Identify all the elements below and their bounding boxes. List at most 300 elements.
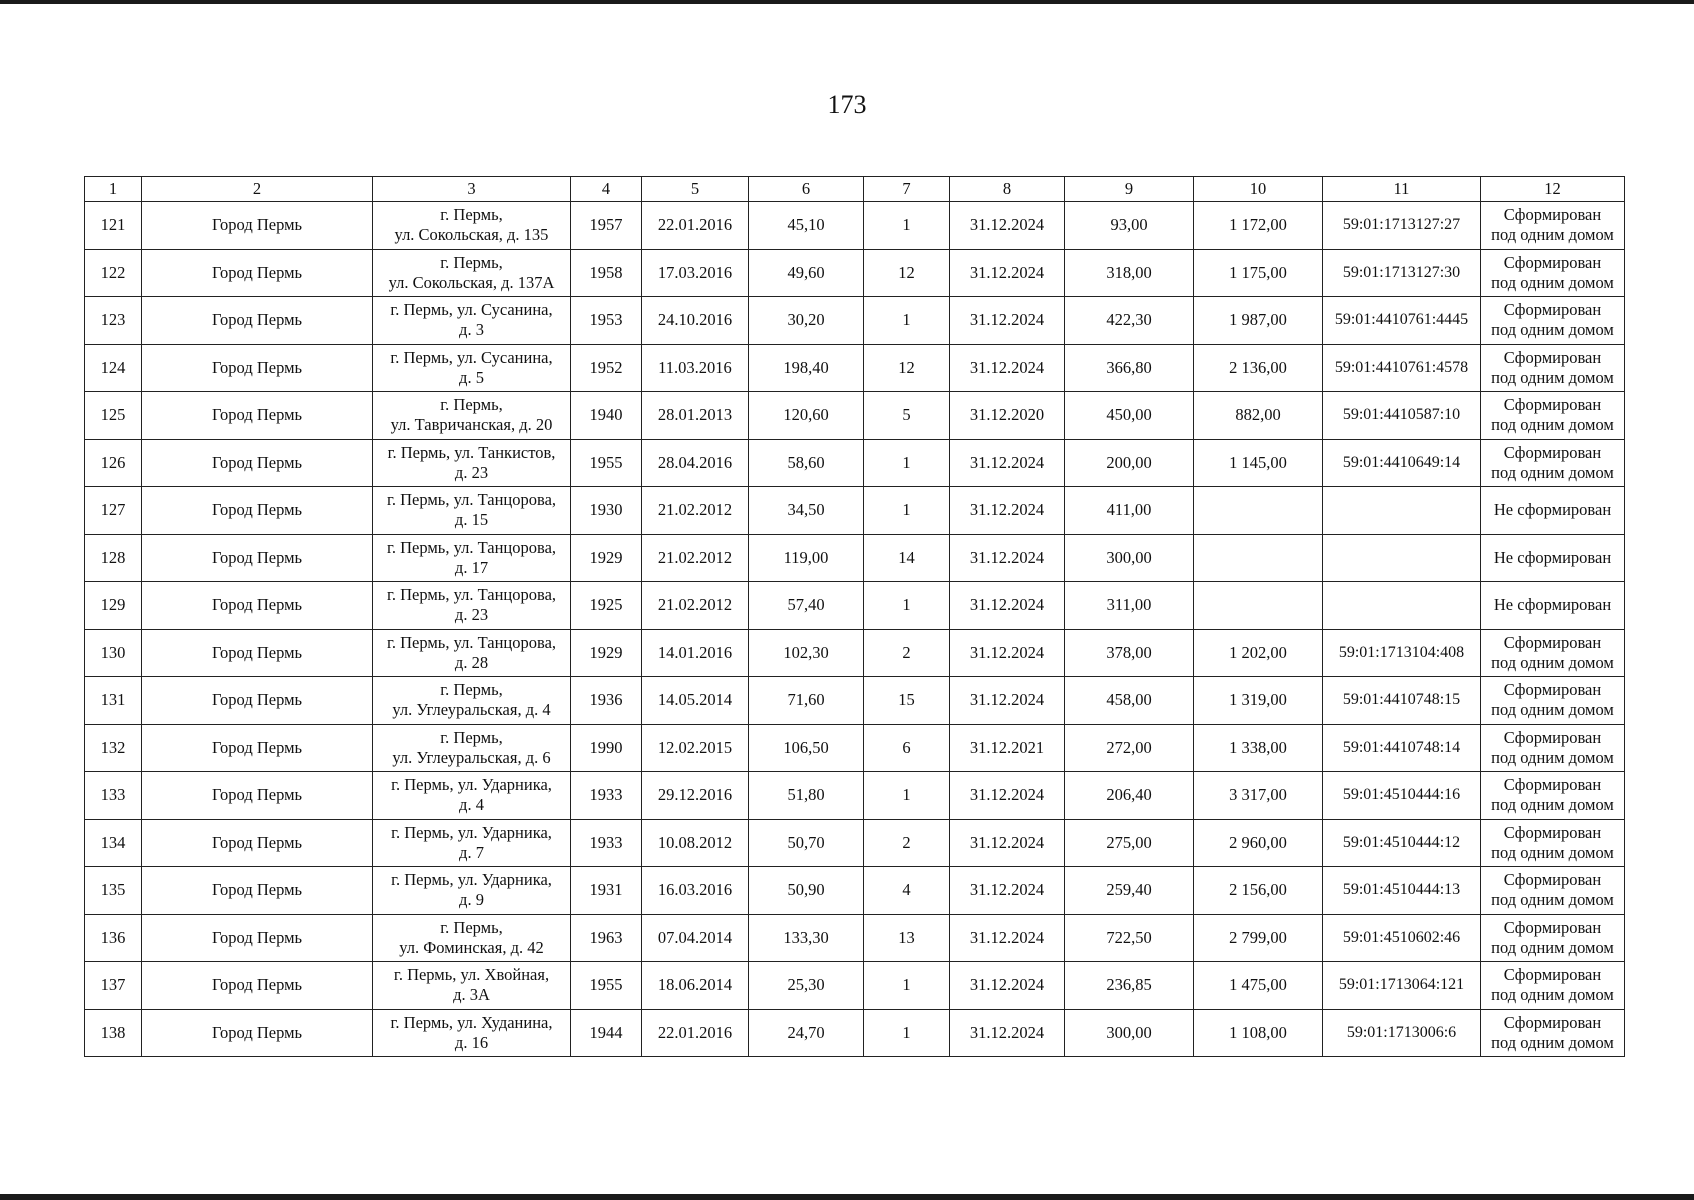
total-area-cell: 422,30 bbox=[1065, 297, 1194, 345]
deadline-cell: 31.12.2024 bbox=[950, 439, 1065, 487]
status-line: под одним домом bbox=[1491, 462, 1614, 482]
status-line: Не сформирован bbox=[1493, 547, 1612, 567]
total-area-cell: 722,50 bbox=[1065, 914, 1194, 962]
build-year-cell: 1990 bbox=[571, 724, 642, 772]
build-year-cell: 1933 bbox=[571, 772, 642, 820]
deadline-cell: 31.12.2024 bbox=[950, 867, 1065, 915]
deadline-cell: 31.12.2024 bbox=[950, 1009, 1065, 1057]
residents-count-cell: 4 bbox=[864, 867, 950, 915]
land-area-cell: 1 108,00 bbox=[1194, 1009, 1323, 1057]
residents-count-cell: 1 bbox=[864, 297, 950, 345]
land-area-cell: 3 317,00 bbox=[1194, 772, 1323, 820]
table-row bbox=[85, 487, 1625, 535]
land-area-cell: 882,00 bbox=[1194, 392, 1323, 440]
address-cell bbox=[373, 297, 571, 345]
recognition-date-cell: 22.01.2016 bbox=[642, 1009, 749, 1057]
recognition-date-cell: 21.02.2012 bbox=[642, 534, 749, 582]
land-area-cell: 1 319,00 bbox=[1194, 677, 1323, 725]
deadline-cell: 31.12.2024 bbox=[950, 487, 1065, 535]
residents-count-cell: 15 bbox=[864, 677, 950, 725]
land-area-cell bbox=[1194, 487, 1323, 535]
status-line: под одним домом bbox=[1491, 700, 1614, 720]
scan-border-top bbox=[0, 0, 1694, 4]
address-line: ул. Тавричанская, д. 20 bbox=[390, 415, 553, 435]
cadastral-number-cell: 59:01:4510444:13 bbox=[1323, 867, 1481, 915]
scan-border-bottom bbox=[0, 1194, 1694, 1200]
address-line: д. 28 bbox=[454, 652, 489, 672]
deadline-cell: 31.12.2020 bbox=[950, 392, 1065, 440]
address-line: д. 9 bbox=[459, 890, 484, 910]
build-year-cell: 1925 bbox=[571, 582, 642, 630]
address-line: г. Пермь, ул. Хвойная, bbox=[393, 965, 550, 985]
address-line: д. 15 bbox=[454, 510, 489, 530]
row-number-cell: 137 bbox=[85, 962, 142, 1010]
area-cell: 102,30 bbox=[749, 629, 864, 677]
address-line: г. Пермь, ул. Танцорова, bbox=[386, 537, 557, 557]
land-status-cell bbox=[1481, 344, 1625, 392]
recognition-date-cell: 16.03.2016 bbox=[642, 867, 749, 915]
total-area-cell: 366,80 bbox=[1065, 344, 1194, 392]
land-area-cell: 2 156,00 bbox=[1194, 867, 1323, 915]
status-line: Сформирован bbox=[1503, 727, 1602, 747]
cadastral-number-cell: 59:01:4410649:14 bbox=[1323, 439, 1481, 487]
status-line: под одним домом bbox=[1491, 795, 1614, 815]
address-cell bbox=[373, 202, 571, 250]
status-line: Сформирован bbox=[1503, 632, 1602, 652]
address-cell bbox=[373, 534, 571, 582]
row-number-cell: 132 bbox=[85, 724, 142, 772]
row-number-cell: 130 bbox=[85, 629, 142, 677]
area-cell: 50,90 bbox=[749, 867, 864, 915]
land-status-cell bbox=[1481, 772, 1625, 820]
residents-count-cell: 12 bbox=[864, 344, 950, 392]
housing-register-table bbox=[84, 176, 1625, 1057]
cadastral-number-cell: 59:01:1713127:30 bbox=[1323, 249, 1481, 297]
area-cell: 24,70 bbox=[749, 1009, 864, 1057]
address-line: д. 7 bbox=[459, 842, 484, 862]
total-area-cell: 378,00 bbox=[1065, 629, 1194, 677]
row-number-cell: 121 bbox=[85, 202, 142, 250]
residents-count-cell: 1 bbox=[864, 582, 950, 630]
cadastral-number-cell bbox=[1323, 534, 1481, 582]
row-number-cell: 127 bbox=[85, 487, 142, 535]
address-cell bbox=[373, 819, 571, 867]
residents-count-cell: 13 bbox=[864, 914, 950, 962]
recognition-date-cell: 28.04.2016 bbox=[642, 439, 749, 487]
total-area-cell: 259,40 bbox=[1065, 867, 1194, 915]
residents-count-cell: 12 bbox=[864, 249, 950, 297]
land-area-cell: 2 960,00 bbox=[1194, 819, 1323, 867]
residents-count-cell: 1 bbox=[864, 1009, 950, 1057]
row-number-cell: 135 bbox=[85, 867, 142, 915]
row-number-cell: 125 bbox=[85, 392, 142, 440]
area-cell: 133,30 bbox=[749, 914, 864, 962]
address-cell bbox=[373, 677, 571, 725]
address-cell bbox=[373, 772, 571, 820]
status-line: под одним домом bbox=[1491, 320, 1614, 340]
address-cell bbox=[373, 249, 571, 297]
deadline-cell: 31.12.2024 bbox=[950, 629, 1065, 677]
address-cell bbox=[373, 582, 571, 630]
total-area-cell: 300,00 bbox=[1065, 534, 1194, 582]
land-status-cell bbox=[1481, 392, 1625, 440]
deadline-cell: 31.12.2024 bbox=[950, 962, 1065, 1010]
total-area-cell: 411,00 bbox=[1065, 487, 1194, 535]
total-area-cell: 275,00 bbox=[1065, 819, 1194, 867]
column-header-3: 3 bbox=[373, 177, 571, 202]
residents-count-cell: 2 bbox=[864, 629, 950, 677]
build-year-cell: 1957 bbox=[571, 202, 642, 250]
row-number-cell: 133 bbox=[85, 772, 142, 820]
recognition-date-cell: 24.10.2016 bbox=[642, 297, 749, 345]
build-year-cell: 1955 bbox=[571, 439, 642, 487]
total-area-cell: 206,40 bbox=[1065, 772, 1194, 820]
table-body bbox=[85, 202, 1625, 1057]
build-year-cell: 1936 bbox=[571, 677, 642, 725]
address-line: г. Пермь, ул. Танцорова, bbox=[386, 490, 557, 510]
land-area-cell bbox=[1194, 534, 1323, 582]
land-area-cell: 1 172,00 bbox=[1194, 202, 1323, 250]
table-row bbox=[85, 962, 1625, 1010]
municipality-cell: Город Пермь bbox=[142, 629, 373, 677]
cadastral-number-cell: 59:01:4510444:12 bbox=[1323, 819, 1481, 867]
address-cell bbox=[373, 962, 571, 1010]
build-year-cell: 1930 bbox=[571, 487, 642, 535]
municipality-cell: Город Пермь bbox=[142, 487, 373, 535]
land-status-cell bbox=[1481, 1009, 1625, 1057]
status-line: Сформирован bbox=[1503, 917, 1602, 937]
land-area-cell: 1 475,00 bbox=[1194, 962, 1323, 1010]
address-cell bbox=[373, 914, 571, 962]
address-line: д. 3А bbox=[453, 985, 490, 1005]
address-line: ул. Сокольская, д. 135 bbox=[394, 225, 549, 245]
land-status-cell bbox=[1481, 534, 1625, 582]
land-area-cell: 1 987,00 bbox=[1194, 297, 1323, 345]
status-line: под одним домом bbox=[1491, 367, 1614, 387]
land-status-cell bbox=[1481, 677, 1625, 725]
page-number: 173 bbox=[827, 90, 867, 119]
land-status-cell bbox=[1481, 819, 1625, 867]
build-year-cell: 1944 bbox=[571, 1009, 642, 1057]
deadline-cell: 31.12.2024 bbox=[950, 249, 1065, 297]
address-line: д. 5 bbox=[459, 367, 484, 387]
land-area-cell: 1 202,00 bbox=[1194, 629, 1323, 677]
residents-count-cell: 1 bbox=[864, 202, 950, 250]
cadastral-number-cell: 59:01:1713064:121 bbox=[1323, 962, 1481, 1010]
column-header-4: 4 bbox=[571, 177, 642, 202]
status-line: Сформирован bbox=[1503, 395, 1602, 415]
cadastral-number-cell: 59:01:4410761:4578 bbox=[1323, 344, 1481, 392]
deadline-cell: 31.12.2024 bbox=[950, 534, 1065, 582]
municipality-cell: Город Пермь bbox=[142, 772, 373, 820]
table-row bbox=[85, 1009, 1625, 1057]
cadastral-number-cell: 59:01:1713127:27 bbox=[1323, 202, 1481, 250]
recognition-date-cell: 21.02.2012 bbox=[642, 487, 749, 535]
address-line: г. Пермь, ул. Худанина, bbox=[390, 1012, 553, 1032]
status-line: Сформирован bbox=[1503, 870, 1602, 890]
recognition-date-cell: 11.03.2016 bbox=[642, 344, 749, 392]
table-row bbox=[85, 344, 1625, 392]
table-row bbox=[85, 914, 1625, 962]
row-number-cell: 128 bbox=[85, 534, 142, 582]
area-cell: 57,40 bbox=[749, 582, 864, 630]
deadline-cell: 31.12.2024 bbox=[950, 819, 1065, 867]
status-line: под одним домом bbox=[1491, 1032, 1614, 1052]
status-line: Не сформирован bbox=[1493, 500, 1612, 520]
address-line: г. Пермь, ул. Сусанина, bbox=[390, 300, 553, 320]
recognition-date-cell: 14.05.2014 bbox=[642, 677, 749, 725]
column-header-8: 8 bbox=[950, 177, 1065, 202]
total-area-cell: 93,00 bbox=[1065, 202, 1194, 250]
status-line: под одним домом bbox=[1491, 890, 1614, 910]
residents-count-cell: 1 bbox=[864, 962, 950, 1010]
residents-count-cell: 1 bbox=[864, 439, 950, 487]
address-line: д. 16 bbox=[454, 1032, 489, 1052]
build-year-cell: 1953 bbox=[571, 297, 642, 345]
land-status-cell bbox=[1481, 867, 1625, 915]
recognition-date-cell: 21.02.2012 bbox=[642, 582, 749, 630]
municipality-cell: Город Пермь bbox=[142, 249, 373, 297]
row-number-cell: 136 bbox=[85, 914, 142, 962]
cadastral-number-cell bbox=[1323, 582, 1481, 630]
municipality-cell: Город Пермь bbox=[142, 962, 373, 1010]
recognition-date-cell: 12.02.2015 bbox=[642, 724, 749, 772]
residents-count-cell: 1 bbox=[864, 487, 950, 535]
address-line: д. 17 bbox=[454, 557, 489, 577]
recognition-date-cell: 22.01.2016 bbox=[642, 202, 749, 250]
row-number-cell: 123 bbox=[85, 297, 142, 345]
table-row bbox=[85, 534, 1625, 582]
address-line: г. Пермь, ул. Танцорова, bbox=[386, 632, 557, 652]
municipality-cell: Город Пермь bbox=[142, 724, 373, 772]
cadastral-number-cell: 59:01:1713104:408 bbox=[1323, 629, 1481, 677]
row-number-cell: 124 bbox=[85, 344, 142, 392]
build-year-cell: 1940 bbox=[571, 392, 642, 440]
address-cell bbox=[373, 392, 571, 440]
table-row bbox=[85, 249, 1625, 297]
address-line: ул. Сокольская, д. 137А bbox=[388, 272, 555, 292]
land-status-cell bbox=[1481, 487, 1625, 535]
cadastral-number-cell: 59:01:4510602:46 bbox=[1323, 914, 1481, 962]
row-number-cell: 131 bbox=[85, 677, 142, 725]
total-area-cell: 450,00 bbox=[1065, 392, 1194, 440]
area-cell: 45,10 bbox=[749, 202, 864, 250]
address-line: ул. Углеуральская, д. 4 bbox=[392, 700, 551, 720]
address-line: д. 4 bbox=[459, 795, 484, 815]
municipality-cell: Город Пермь bbox=[142, 677, 373, 725]
cadastral-number-cell: 59:01:4410587:10 bbox=[1323, 392, 1481, 440]
municipality-cell: Город Пермь bbox=[142, 392, 373, 440]
land-area-cell bbox=[1194, 582, 1323, 630]
area-cell: 71,60 bbox=[749, 677, 864, 725]
address-line: г. Пермь, ул. Танкистов, bbox=[387, 442, 556, 462]
recognition-date-cell: 10.08.2012 bbox=[642, 819, 749, 867]
table-row bbox=[85, 677, 1625, 725]
area-cell: 49,60 bbox=[749, 249, 864, 297]
area-cell: 198,40 bbox=[749, 344, 864, 392]
address-cell bbox=[373, 1009, 571, 1057]
land-status-cell bbox=[1481, 914, 1625, 962]
cadastral-number-cell bbox=[1323, 487, 1481, 535]
build-year-cell: 1933 bbox=[571, 819, 642, 867]
recognition-date-cell: 18.06.2014 bbox=[642, 962, 749, 1010]
table-row bbox=[85, 629, 1625, 677]
address-line: г. Пермь, bbox=[440, 395, 503, 415]
table-row bbox=[85, 392, 1625, 440]
municipality-cell: Город Пермь bbox=[142, 819, 373, 867]
total-area-cell: 200,00 bbox=[1065, 439, 1194, 487]
deadline-cell: 31.12.2024 bbox=[950, 582, 1065, 630]
address-line: ул. Фоминская, д. 42 bbox=[399, 937, 544, 957]
cadastral-number-cell: 59:01:4410748:15 bbox=[1323, 677, 1481, 725]
status-line: под одним домом bbox=[1491, 842, 1614, 862]
row-number-cell: 122 bbox=[85, 249, 142, 297]
status-line: Сформирован bbox=[1503, 822, 1602, 842]
table-row bbox=[85, 724, 1625, 772]
table-row bbox=[85, 202, 1625, 250]
cadastral-number-cell: 59:01:4410748:14 bbox=[1323, 724, 1481, 772]
cadastral-number-cell: 59:01:4410761:4445 bbox=[1323, 297, 1481, 345]
recognition-date-cell: 29.12.2016 bbox=[642, 772, 749, 820]
row-number-cell: 129 bbox=[85, 582, 142, 630]
deadline-cell: 31.12.2024 bbox=[950, 772, 1065, 820]
area-cell: 106,50 bbox=[749, 724, 864, 772]
municipality-cell: Город Пермь bbox=[142, 1009, 373, 1057]
address-line: д. 23 bbox=[454, 605, 489, 625]
deadline-cell: 31.12.2024 bbox=[950, 297, 1065, 345]
address-line: г. Пермь, bbox=[440, 680, 503, 700]
address-line: г. Пермь, ул. Ударника, bbox=[391, 870, 552, 890]
table-row bbox=[85, 772, 1625, 820]
cadastral-number-cell: 59:01:1713006:6 bbox=[1323, 1009, 1481, 1057]
address-line: г. Пермь, ул. Танцорова, bbox=[386, 585, 557, 605]
area-cell: 120,60 bbox=[749, 392, 864, 440]
municipality-cell: Город Пермь bbox=[142, 297, 373, 345]
address-line: д. 23 bbox=[454, 462, 489, 482]
area-cell: 34,50 bbox=[749, 487, 864, 535]
residents-count-cell: 1 bbox=[864, 772, 950, 820]
status-line: под одним домом bbox=[1491, 985, 1614, 1005]
land-status-cell bbox=[1481, 297, 1625, 345]
build-year-cell: 1958 bbox=[571, 249, 642, 297]
municipality-cell: Город Пермь bbox=[142, 534, 373, 582]
municipality-cell: Город Пермь bbox=[142, 582, 373, 630]
land-status-cell bbox=[1481, 724, 1625, 772]
recognition-date-cell: 07.04.2014 bbox=[642, 914, 749, 962]
row-number-cell: 138 bbox=[85, 1009, 142, 1057]
area-cell: 119,00 bbox=[749, 534, 864, 582]
address-line: г. Пермь, bbox=[440, 252, 503, 272]
address-line: г. Пермь, ул. Сусанина, bbox=[390, 347, 553, 367]
deadline-cell: 31.12.2024 bbox=[950, 914, 1065, 962]
land-area-cell: 2 799,00 bbox=[1194, 914, 1323, 962]
column-header-7: 7 bbox=[864, 177, 950, 202]
status-line: Сформирован bbox=[1503, 300, 1602, 320]
column-header-6: 6 bbox=[749, 177, 864, 202]
status-line: под одним домом bbox=[1491, 415, 1614, 435]
address-line: г. Пермь, bbox=[440, 917, 503, 937]
address-cell bbox=[373, 724, 571, 772]
column-header-11: 11 bbox=[1323, 177, 1481, 202]
column-header-10: 10 bbox=[1194, 177, 1323, 202]
build-year-cell: 1929 bbox=[571, 629, 642, 677]
column-header-12: 12 bbox=[1481, 177, 1625, 202]
land-status-cell bbox=[1481, 249, 1625, 297]
header-row bbox=[85, 177, 1625, 202]
build-year-cell: 1955 bbox=[571, 962, 642, 1010]
status-line: под одним домом bbox=[1491, 747, 1614, 767]
column-header-2: 2 bbox=[142, 177, 373, 202]
land-area-cell: 1 338,00 bbox=[1194, 724, 1323, 772]
table-row bbox=[85, 439, 1625, 487]
address-line: г. Пермь, bbox=[440, 727, 503, 747]
column-header-5: 5 bbox=[642, 177, 749, 202]
total-area-cell: 236,85 bbox=[1065, 962, 1194, 1010]
land-status-cell bbox=[1481, 629, 1625, 677]
build-year-cell: 1963 bbox=[571, 914, 642, 962]
area-cell: 30,20 bbox=[749, 297, 864, 345]
column-header-9: 9 bbox=[1065, 177, 1194, 202]
status-line: Сформирован bbox=[1503, 252, 1602, 272]
status-line: под одним домом bbox=[1491, 225, 1614, 245]
area-cell: 50,70 bbox=[749, 819, 864, 867]
status-line: Сформирован bbox=[1503, 680, 1602, 700]
land-status-cell bbox=[1481, 962, 1625, 1010]
status-line: под одним домом bbox=[1491, 937, 1614, 957]
total-area-cell: 272,00 bbox=[1065, 724, 1194, 772]
address-cell bbox=[373, 344, 571, 392]
status-line: Сформирован bbox=[1503, 205, 1602, 225]
cadastral-number-cell: 59:01:4510444:16 bbox=[1323, 772, 1481, 820]
total-area-cell: 311,00 bbox=[1065, 582, 1194, 630]
municipality-cell: Город Пермь bbox=[142, 914, 373, 962]
municipality-cell: Город Пермь bbox=[142, 867, 373, 915]
table-row bbox=[85, 582, 1625, 630]
area-cell: 51,80 bbox=[749, 772, 864, 820]
address-cell bbox=[373, 867, 571, 915]
total-area-cell: 300,00 bbox=[1065, 1009, 1194, 1057]
address-line: г. Пермь, bbox=[440, 205, 503, 225]
area-cell: 58,60 bbox=[749, 439, 864, 487]
land-area-cell: 1 175,00 bbox=[1194, 249, 1323, 297]
table-row bbox=[85, 297, 1625, 345]
deadline-cell: 31.12.2021 bbox=[950, 724, 1065, 772]
recognition-date-cell: 28.01.2013 bbox=[642, 392, 749, 440]
address-line: г. Пермь, ул. Ударника, bbox=[391, 775, 552, 795]
status-line: Сформирован bbox=[1503, 965, 1602, 985]
residents-count-cell: 6 bbox=[864, 724, 950, 772]
land-area-cell: 2 136,00 bbox=[1194, 344, 1323, 392]
address-line: д. 3 bbox=[459, 320, 484, 340]
municipality-cell: Город Пермь bbox=[142, 344, 373, 392]
status-line: Сформирован bbox=[1503, 775, 1602, 795]
residents-count-cell: 14 bbox=[864, 534, 950, 582]
status-line: под одним домом bbox=[1491, 652, 1614, 672]
residents-count-cell: 5 bbox=[864, 392, 950, 440]
land-status-cell bbox=[1481, 439, 1625, 487]
build-year-cell: 1952 bbox=[571, 344, 642, 392]
address-cell bbox=[373, 487, 571, 535]
build-year-cell: 1929 bbox=[571, 534, 642, 582]
total-area-cell: 318,00 bbox=[1065, 249, 1194, 297]
land-area-cell: 1 145,00 bbox=[1194, 439, 1323, 487]
table-row bbox=[85, 819, 1625, 867]
address-cell bbox=[373, 629, 571, 677]
status-line: Сформирован bbox=[1503, 442, 1602, 462]
area-cell: 25,30 bbox=[749, 962, 864, 1010]
status-line: Сформирован bbox=[1503, 1012, 1602, 1032]
column-header-1: 1 bbox=[85, 177, 142, 202]
